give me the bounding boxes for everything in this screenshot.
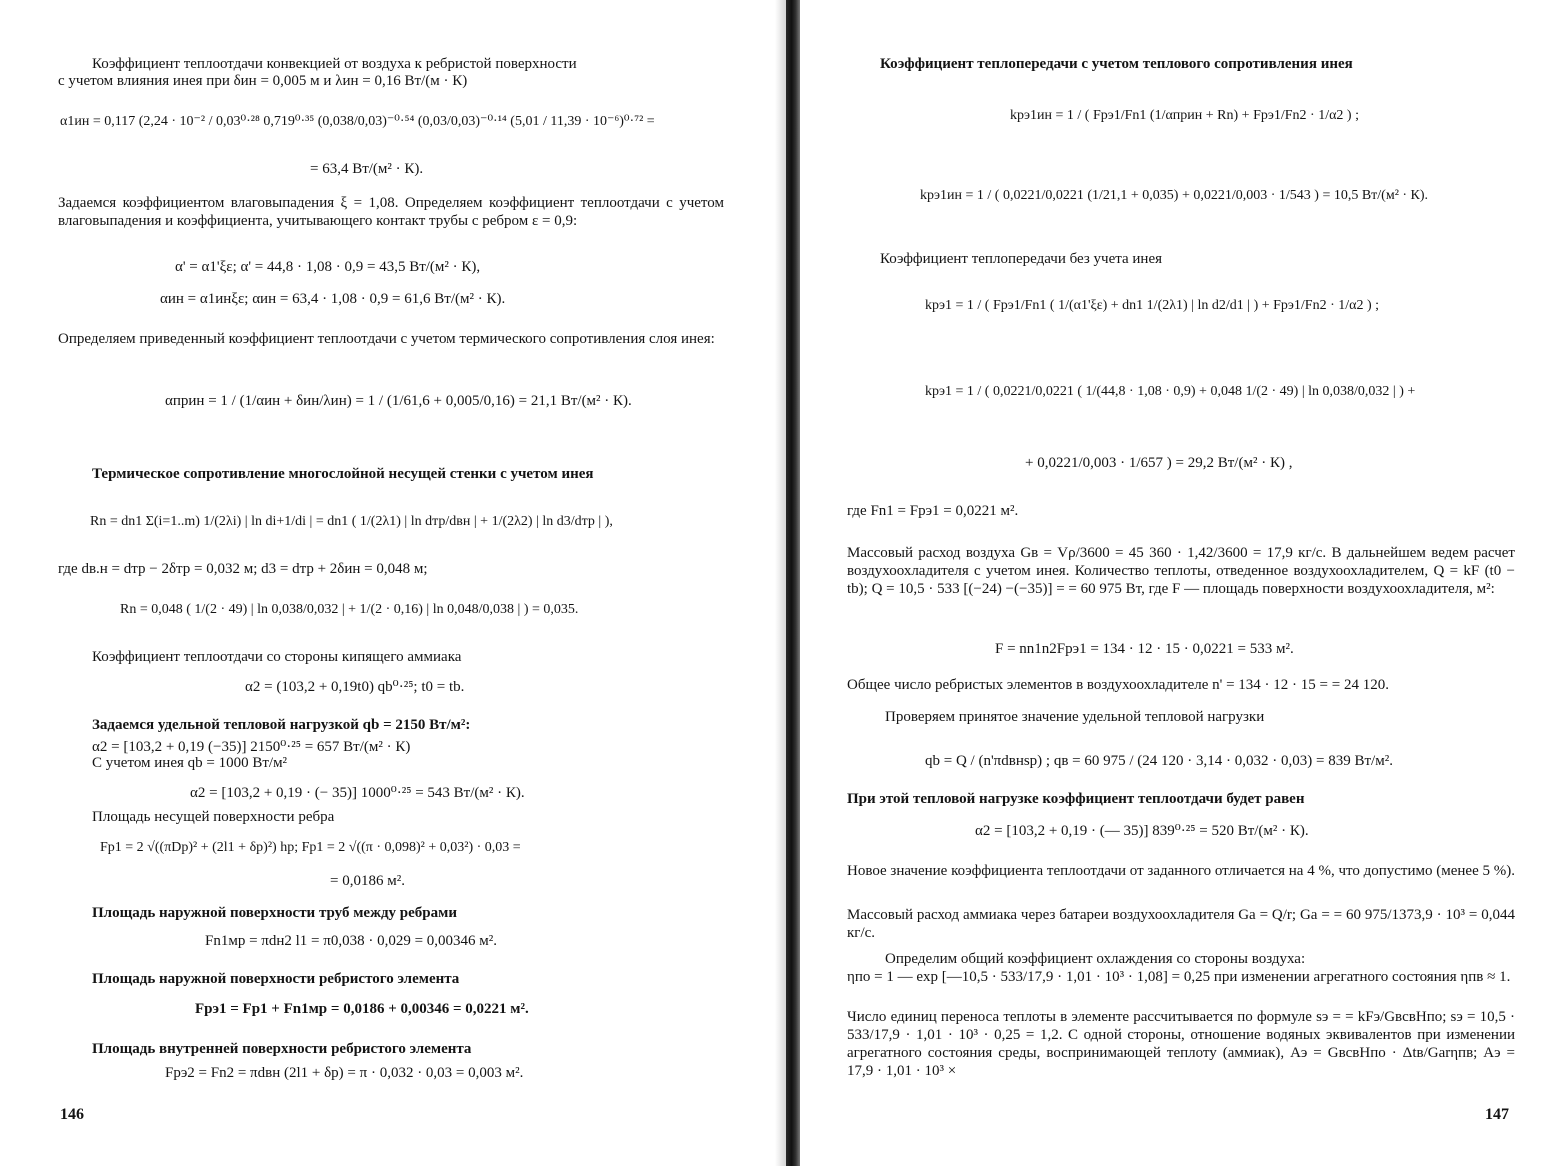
paragraph: Массовый расход аммиака через батареи воздухоохладителя Ga = Q/r; Ga = = 60 975/1373,9 · 10³ = 0,044 кг/с.: [847, 907, 1515, 941]
formula-line: = 0,0186 м².: [330, 873, 405, 889]
page-number: 146: [60, 1106, 84, 1123]
paragraph: Число единиц переноса теплоты в элементе рассчитывается по формуле sэ = = kFэ/GвcвΗпо; sэ = 10,5 · 533/17,9 · 1,01 · 10³ · 0,25 = 1,2. С одной стороны, отношение водяных эквивалентов при изменении агрегатного состояния среды, воспринимающей теплоту (аммиак), Аэ = GвcвΗпо · Δtв/Garηпв; Аэ = 17,9 · 1,01 · 10³ ×: [847, 1009, 1515, 1079]
text-line: с учетом влияния инея при δин = 0,005 м и λин = 0,16 Вт/(м · К): [58, 73, 468, 89]
formula-line: αприн = 1 / (1/αин + δин/λин) = 1 / (1/61,6 + 0,005/0,16) = 21,1 Вт/(м² · К).: [165, 393, 632, 409]
text-line: Коэффициент теплоотдачи со стороны кипящего аммиака: [92, 649, 462, 665]
paragraph: Массовый расход воздуха Gв = Vρ/3600 = 45 360 · 1,42/3600 = 17,9 кг/с. В дальнейшем ведем расчет воздухоохладителя с учетом инея. Количество теплоты, отведенное воздухоохладителем, Q = kF (t0 − tb); Q = 10,5 · 533 [(−24) −(−35)] = = 60 975 Вт, где F — площадь поверхности воздухоохладителя, м²:: [847, 545, 1515, 597]
text-line: Определим общий коэффициент охлаждения со стороны воздуха:: [885, 951, 1306, 967]
text-line: где dв.н = dтр − 2δтр = 0,032 м; d3 = dтр + 2δин = 0,048 м;: [58, 561, 428, 577]
formula-line: F = nn1n2Fpэ1 = 134 · 12 · 15 · 0,0221 = 533 м².: [995, 641, 1294, 657]
text-line: Термическое сопротивление многослойной несущей стенки с учетом инея: [92, 466, 594, 482]
text-line: Площадь несущей поверхности ребра: [92, 809, 335, 825]
formula-line: Fp1 = 2 √((πDp)² + (2l1 + δp)²) hp; Fp1 = 2 √((π · 0,098)² + 0,03²) · 0,03 =: [100, 840, 521, 855]
formula-line: kpэ1ин = 1 / ( Fpэ1/Fn1 (1/αприн + Rn) + Fpэ1/Fn2 · 1/α2 ) ;: [1010, 108, 1359, 123]
paragraph: Определяем приведенный коэффициент теплоотдачи с учетом термического сопротивления слоя инея:: [58, 331, 715, 347]
right-page: [795, 0, 1562, 1166]
formula-line: Rn = dn1 Σ(i=1..m) 1/(2λi) | ln di+1/di | = dn1 ( 1/(2λ1) | ln dтр/dвн | + 1/(2λ2) | ln d3/dтр | ),: [90, 514, 613, 529]
formula-line: α2 = [103,2 + 0,19 · (— 35)] 839⁰·²⁵ = 520 Вт/(м² · К).: [975, 823, 1309, 839]
text-line: Коэффициент теплопередачи с учетом теплового сопротивления инея: [880, 56, 1353, 72]
text-line: Площадь наружной поверхности ребристого элемента: [92, 971, 460, 987]
text-line: С учетом инея qb = 1000 Вт/м²: [92, 755, 288, 771]
text-line: Задаемся удельной тепловой нагрузкой qb = 2150 Вт/м²:: [92, 717, 471, 733]
paragraph: ηпо = 1 — exp [—10,5 · 533/17,9 · 1,01 · 10³ · 1,08] = 0,25 при изменении агрегатного состояния ηпв ≈ 1.: [847, 969, 1511, 985]
text-line: Коэффициент теплоотдачи конвекцией от воздуха к ребристой поверхности: [92, 56, 577, 72]
formula-line: α2 = (103,2 + 0,19t0) qb⁰·²⁵; t0 = tb.: [245, 679, 465, 695]
paragraph: Общее число ребристых элементов в воздухоохладителе n' = 134 · 12 · 15 = = 24 120.: [847, 677, 1389, 693]
formula-line: Fn1мр = πdн2 l1 = π0,038 · 0,029 = 0,00346 м².: [205, 933, 498, 949]
formula-line: α2 = [103,2 + 0,19 (−35)] 2150⁰·²⁵ = 657 Вт/(м² · К): [92, 739, 411, 755]
text-line: Проверяем принятое значение удельной тепловой нагрузки: [885, 709, 1265, 725]
formula-line: = 63,4 Вт/(м² · К).: [310, 161, 424, 177]
text-line: При этой тепловой нагрузке коэффициент теплоотдачи будет равен: [847, 791, 1305, 807]
formula-line: Rn = 0,048 ( 1/(2 · 49) | ln 0,038/0,032 | + 1/(2 · 0,16) | ln 0,048/0,038 | ) = 0,035.: [120, 602, 579, 617]
formula-line: Fpэ1 = Fp1 + Fn1мр = 0,0186 + 0,00346 = 0,0221 м².: [195, 1001, 529, 1017]
formula-line: α1ин = 0,117 (2,24 · 10⁻² / 0,03⁰·²⁸ 0,719⁰·³⁵ (0,038/0,03)⁻⁰·⁵⁴ (0,03/0,03)⁻⁰·¹⁴ (5,01 / 11,39 · 10⁻⁶)⁰·⁷² =: [60, 114, 655, 129]
paragraph: Новое значение коэффициента теплоотдачи от заданного отличается на 4 %, что допустимо (менее 5 %).: [847, 863, 1515, 879]
formula-line: Fpэ2 = Fn2 = πdвн (2l1 + δp) = π · 0,032 · 0,03 = 0,003 м².: [165, 1065, 524, 1081]
formula-line: αин = α1инξε; αин = 63,4 · 1,08 · 0,9 = 61,6 Вт/(м² · К).: [160, 291, 506, 307]
formula-line: α' = α1'ξε; α' = 44,8 · 1,08 · 0,9 = 43,5 Вт/(м² · К),: [175, 259, 481, 275]
formula-line: kpэ1ин = 1 / ( 0,0221/0,0221 (1/21,1 + 0,035) + 0,0221/0,003 · 1/543 ) = 10,5 Вт/(м² · К).: [920, 188, 1429, 203]
page-number: 147: [1485, 1106, 1509, 1123]
formula-line: kpэ1 = 1 / ( Fpэ1/Fn1 ( 1/(α1'ξε) + dn1 1/(2λ1) | ln d2/d1 | ) + Fpэ1/Fn2 · 1/α2 ) ;: [925, 298, 1380, 313]
text-line: Площадь наружной поверхности труб между ребрами: [92, 905, 457, 921]
text-line: Площадь внутренней поверхности ребристого элемента: [92, 1041, 472, 1057]
formula-line: α2 = [103,2 + 0,19 · (− 35)] 1000⁰·²⁵ = 543 Вт/(м² · К).: [190, 785, 525, 801]
paragraph: Задаемся коэффициентом влаговыпадения ξ = 1,08. Определяем коэффициент теплоотдачи с учетом влаговыпадения и коэффициента, учитывающего контакт трубы с ребром ε = 0,9:: [58, 195, 724, 229]
formula-line: + 0,0221/0,003 · 1/657 ) = 29,2 Вт/(м² · К) ,: [1025, 455, 1293, 471]
formula-line: где Fn1 = Fpэ1 = 0,0221 м².: [847, 503, 1019, 519]
formula-line: kpэ1 = 1 / ( 0,0221/0,0221 ( 1/(44,8 · 1,08 · 0,9) + 0,048 1/(2 · 49) | ln 0,038/0,032 | ) +: [925, 384, 1416, 399]
formula-line: qb = Q / (n'πdвнsp) ; qв = 60 975 / (24 120 · 3,14 · 0,032 · 0,03) = 839 Вт/м².: [925, 753, 1393, 769]
text-line: Коэффициент теплопередачи без учета инея: [880, 251, 1163, 267]
